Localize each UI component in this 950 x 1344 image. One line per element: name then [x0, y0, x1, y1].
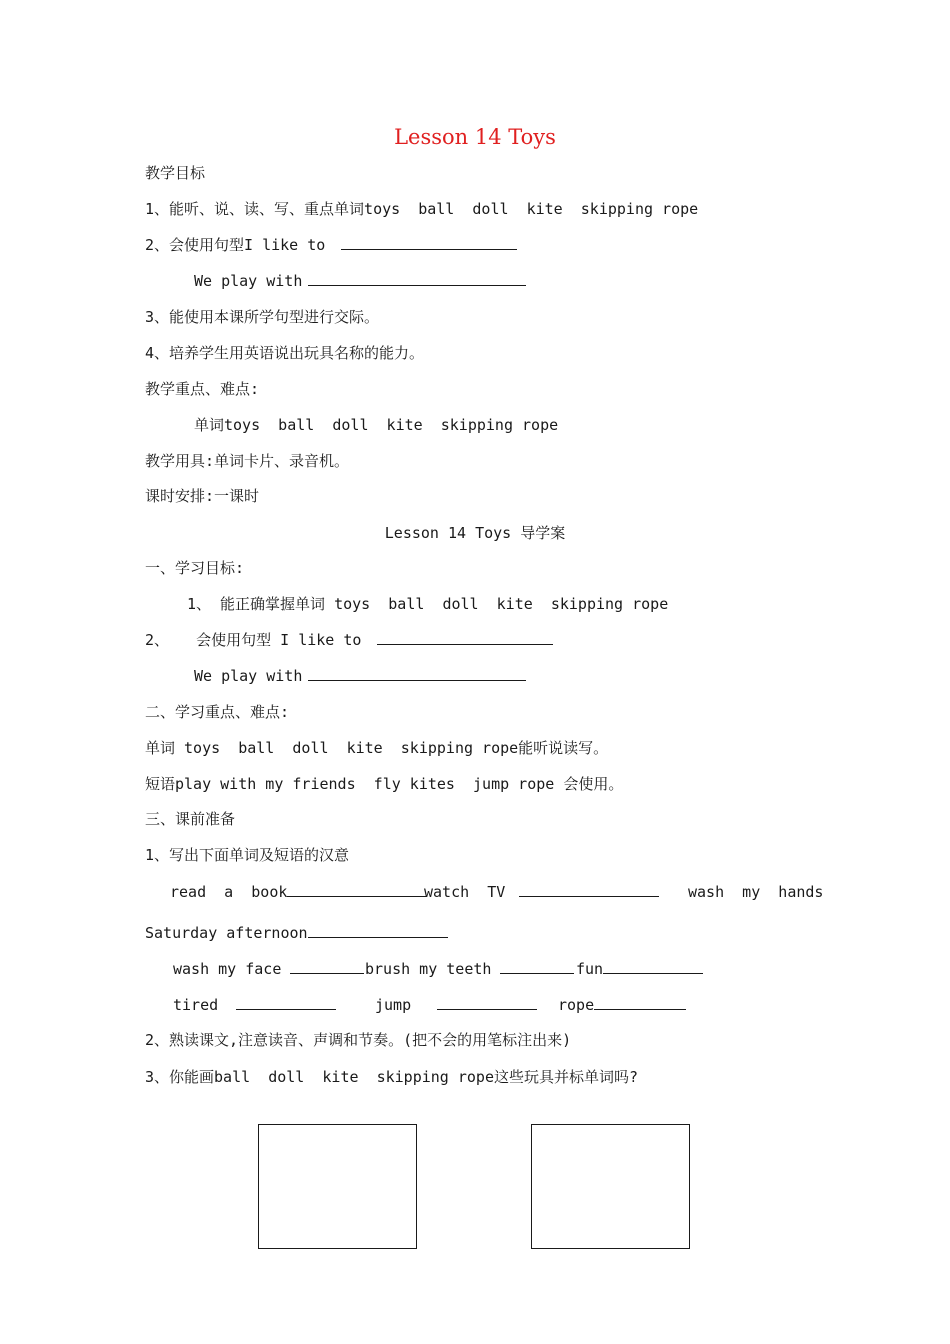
s1-item-1: 1、 能正确掌握单词 toys ball doll kite skipping rope [187, 595, 669, 613]
goal-4: 4、培养学生用英语说出玩具名称的能力。 [145, 344, 425, 362]
phrase-text: tired [173, 996, 219, 1014]
phrase-saturday [145, 922, 448, 944]
guide-heading: Lesson 14 Toys 导学案 [384, 524, 566, 542]
goal-2-text: 2、会使用句型I like to [145, 236, 326, 254]
fill-blank [437, 994, 537, 1010]
drawing-box-left [258, 1124, 417, 1249]
phrase-jump [375, 994, 537, 1016]
fill-blank [236, 994, 336, 1010]
phrase-text: jump [375, 996, 412, 1014]
goal-2 [145, 234, 517, 256]
goal-3: 3、能使用本课所学句型进行交际。 [145, 308, 380, 326]
fill-blank [308, 665, 526, 681]
section-2-heading: 二、学习重点、难点: [145, 703, 290, 721]
s1-item-2b-text: We play with [194, 667, 303, 685]
phrase-wash-face [173, 958, 364, 980]
fill-blank [290, 958, 364, 974]
fill-blank [519, 881, 659, 897]
drawing-box-right [531, 1124, 690, 1249]
fill-blank [500, 958, 574, 974]
s2-line-2: 短语play with my friends fly kites jump rope 会使用。 [145, 775, 624, 793]
s1-item-2-text: 2、 会使用句型 I like to [145, 631, 362, 649]
section-3-heading: 三、课前准备 [145, 810, 236, 828]
phrase-rope [558, 994, 686, 1016]
s3-item-1: 1、写出下面单词及短语的汉意 [145, 846, 350, 864]
phrase-text: rope [558, 996, 595, 1014]
phrase-text: read a book [170, 883, 288, 901]
phrase-fun [576, 958, 703, 980]
phrase-wash-hands: wash my hands [688, 883, 824, 901]
phrase-text: fun [576, 960, 604, 978]
s3-item-2: 2、熟读课文,注意读音、声调和节奏。(把不会的用笔标注出来) [145, 1031, 572, 1049]
s2-line-1: 单词 toys ball doll kite skipping rope能听说读写。 [145, 739, 609, 757]
s1-item-2 [145, 629, 553, 651]
keypoints-words: 单词toys ball doll kite skipping rope [194, 416, 559, 434]
phrase-text: wash my face [173, 960, 282, 978]
phrase-text: watch TV [424, 883, 506, 901]
phrase-brush-teeth [365, 958, 574, 980]
keypoints-heading: 教学重点、难点: [145, 380, 260, 398]
goal-2b-text: We play with [194, 272, 303, 290]
lesson-schedule: 课时安排:一课时 [145, 487, 260, 505]
goal-2b [194, 270, 526, 292]
phrase-read-a-book [170, 881, 427, 903]
goal-1: 1、能听、说、读、写、重点单词toys ball doll kite skipping rope [145, 200, 699, 218]
fill-blank [377, 629, 553, 645]
phrase-tired [173, 994, 336, 1016]
s3-item-3: 3、你能画ball doll kite skipping rope这些玩具并标单词吗? [145, 1068, 639, 1086]
phrase-text: brush my teeth [365, 960, 492, 978]
phrase-watch-tv [424, 881, 659, 903]
fill-blank [594, 994, 686, 1010]
teaching-goals-heading: 教学目标 [145, 164, 206, 182]
teaching-tools: 教学用具:单词卡片、录音机。 [145, 452, 350, 470]
fill-blank [603, 958, 703, 974]
s1-item-2b [194, 665, 526, 687]
page-title: Lesson 14 Toys [394, 125, 556, 149]
phrase-text: Saturday afternoon [145, 924, 308, 942]
fill-blank [287, 881, 427, 897]
fill-blank [341, 234, 517, 250]
fill-blank [308, 270, 526, 286]
fill-blank [308, 922, 448, 938]
section-1-heading: 一、学习目标: [145, 559, 245, 577]
